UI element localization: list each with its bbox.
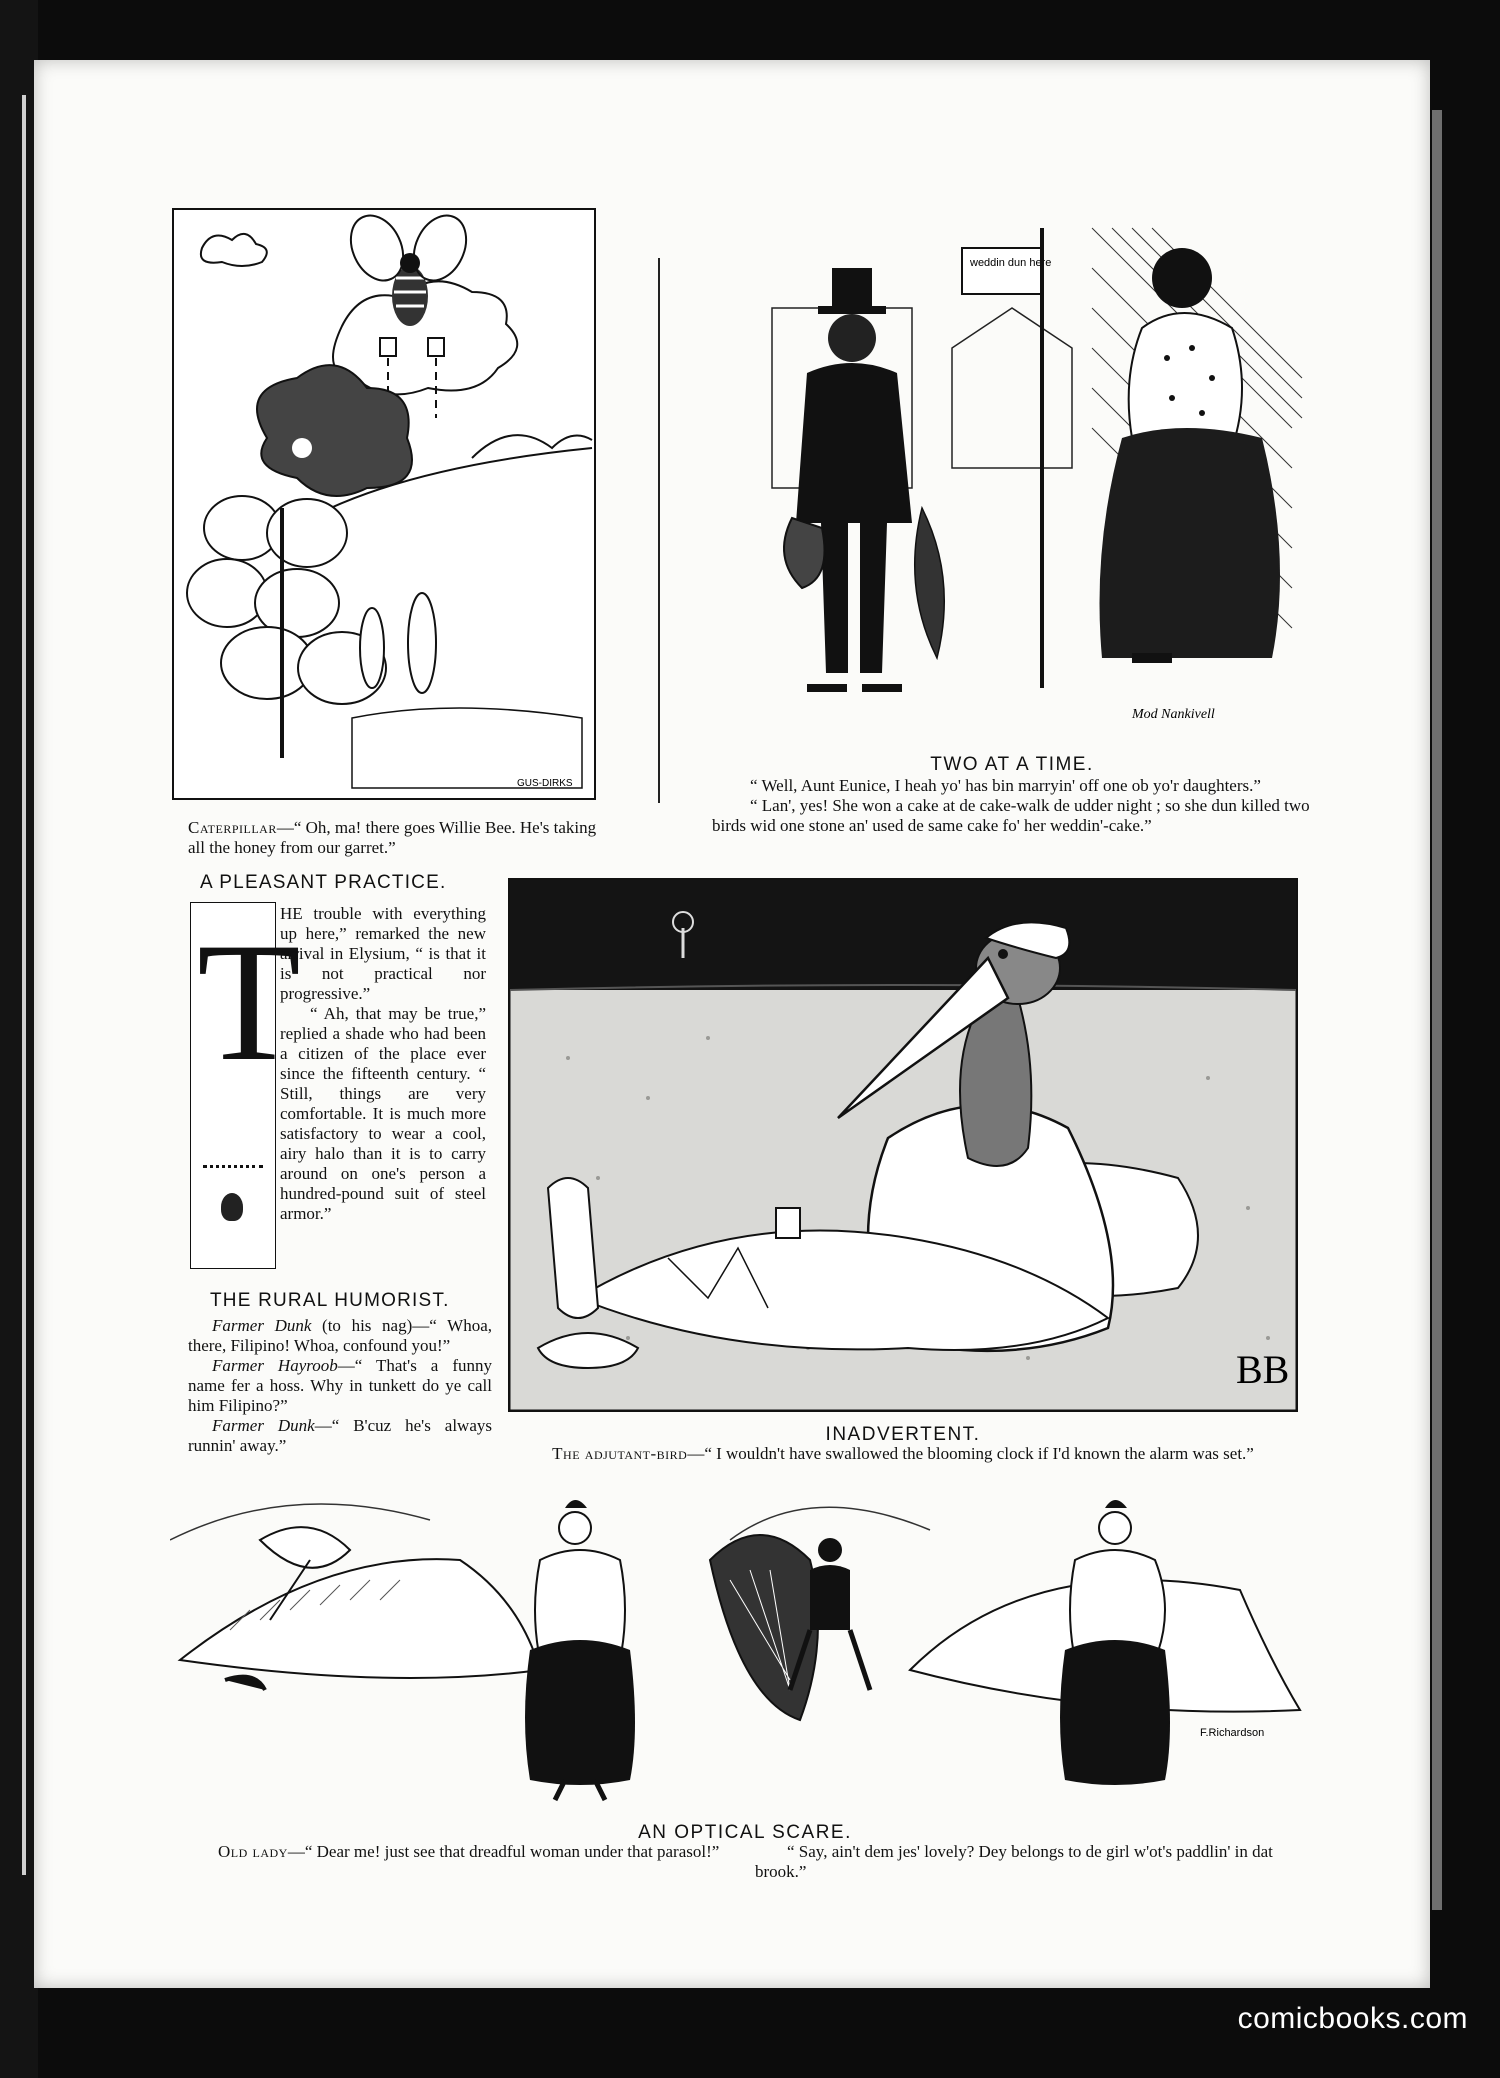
dropcap-ornament [221, 1193, 243, 1221]
cartoon2-caption: “ Well, Aunt Eunice, I heah yo' has bin marryin' off one ob yo'r daughters.” “ Lan', yes! She won a cake at de cake-walk de udder night ; so she dun killed two birds wid one stone an' used de same cake fo' her weddin'-cake.” [712, 776, 1310, 835]
cartoon4-left-caption: Old lady—“ Dear me! just see that dreadful woman under that parasol!” [218, 1842, 720, 1861]
article1-body: HE trouble with everything up here,” remarked the new arrival in Elysium, “ is that it is not practical nor progressive.” “ Ah, that may be true,” replied a shade who had been a citizen of the place ever since the fifteenth century. “ Still, things are very comfortable. It is much more satisfactory to wear a cool, airy halo than it is to carry around on one's person a hundred-pound suit of steel armor.” [280, 904, 486, 1223]
wedding-sign: weddin dun here [970, 257, 1052, 269]
cartoon2-signature: Mod Nankivell [1132, 707, 1215, 722]
article2-body: Farmer Dunk (to his nag)—“ Whoa, there, Filipino! Whoa, confound you!” Farmer Hayroob—“ That's a funny name fer a hoss. Why in tunkett do ye call him Filipino?” Farmer Dunk—“ B'cuz he's always runnin' away.” [188, 1316, 493, 1455]
caterpillar-cartoon [172, 208, 596, 800]
cartoon4-signature: F.Richardson [1200, 1727, 1265, 1739]
optical-scare-cartoon [170, 1480, 1320, 1810]
cartoon1-caption: Caterpillar—“ Oh, ma! there goes Willie Bee. He's taking all the honey from our garret.” [188, 818, 597, 857]
cartoon3-caption: The adjutant-bird—“ I wouldn't have swallowed the blooming clock if I'd known the alarm was set.” [552, 1444, 1254, 1463]
cartoon4-right-caption: “ Say, ain't dem jes' lovely? Dey belongs to de girl w'ot's paddlin' in dat brook.” [755, 1842, 1273, 1881]
dropcap-dots [203, 1165, 263, 1168]
cartoon3-monogram: BB [1236, 1347, 1290, 1392]
cartoon1-signature: GUS-DIRKS [517, 778, 573, 789]
dropcap-box [190, 902, 301, 1269]
cartoon4-title: AN OPTICAL SCARE. [638, 1822, 852, 1843]
dropcap-letter: T [197, 908, 301, 1096]
binding-edge [22, 95, 26, 1875]
cartoon2-title: TWO AT A TIME. [930, 754, 1094, 775]
two-at-a-time-cartoon [712, 188, 1312, 746]
page-edge-shadow [1432, 110, 1442, 1910]
column-rule [658, 258, 660, 803]
adjutant-bird-cartoon [508, 878, 1298, 1412]
watermark: comicbooks.com [1237, 2002, 1468, 2035]
article1-heading: A PLEASANT PRACTICE. [200, 872, 447, 893]
book-binding [0, 0, 38, 2078]
cartoon3-title: INADVERTENT. [825, 1424, 981, 1445]
article2-heading: THE RURAL HUMORIST. [210, 1290, 450, 1311]
